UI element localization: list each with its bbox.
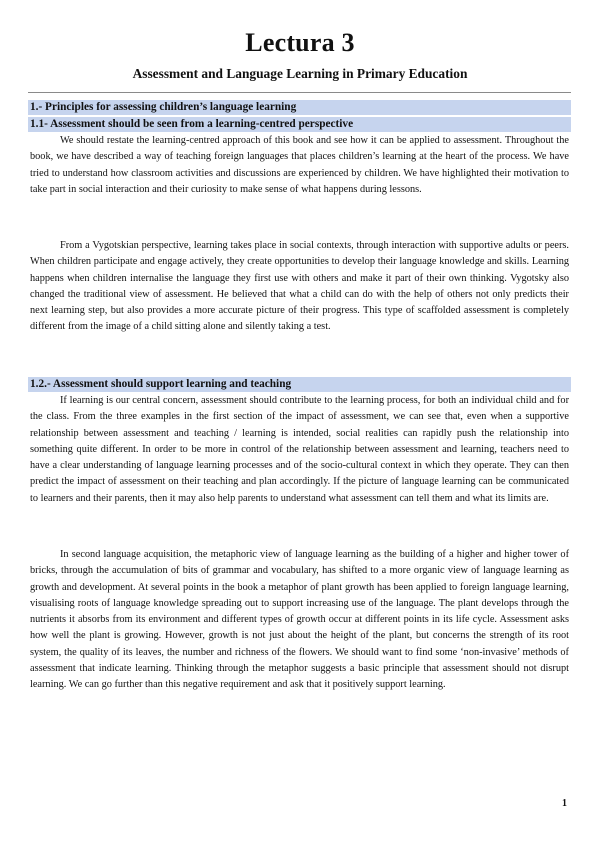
document-title: Lectura 3 [245, 28, 355, 57]
paragraph-1-1-a: We should restate the learning-centred approach of this book and see how it can be applied to assessment. Throughout the book, we have described a way of teaching foreign languages that places children’s learning at the heart of the process. We have tried to understand how classroom activities and discussions are experienced by children. We have highlighted their motivation to take part in social interaction and their curiosity to make sense of what happens during lessons. [30, 135, 569, 195]
page-number: 1 [562, 798, 567, 809]
section-heading-1: 1.- Principles for assessing children’s language learning [28, 100, 571, 115]
paragraph-1-2-a: If learning is our central concern, assessment should contribute to the learning process, for both an individual child and for the class. From the three examples in the first section of the impact of assessment, we can see that, even when a supportive relationship between assessment and teaching / learning is intended, social realities can rapidly push the relationship into something quite different. In order to be more in control of the relationship between assessment and learning, teachers need to have a clear understanding of language learning processes and of the socio-cultural context in which they operate. They can then predict the impact of assessment on their teaching and plan accordingly. If the picture of language learning can be communicated to learners and their parents, then it may also help parents to understand what assessment can tell them and what its limits are. [30, 395, 569, 504]
title-divider [28, 92, 571, 93]
paragraph-1-2-b: In second language acquisition, the metaphoric view of language learning as the building of a higher and higher tower of bricks, through the accumulation of bits of grammar and vocabulary, has shifted to a more organic view of language learning as growth and development. At several points in the book a metaphor of plant growth has been applied to foreign language learning, visualising roots of language knowledge spreading out to support increasing use of the language. The plant develops through the nutrients it absorbs from its environment and different types of growth occur at different points in its life cycle. Assessment asks how well the plant is growing. However, growth is not just about the height of the plant, but concerns the strength of its root system, the quality of its leaves, the number and richness of the flowers. We should want to find some ‘non-invasive’ methods of assessment that indicate learning. Thinking through the metaphor suggests a basic principle that assessment should not disrupt learning. We can go further than this negative requirement and ask that it positively support learning. [30, 549, 569, 691]
section-heading-1-2: 1.2.- Assessment should support learning and teaching [28, 377, 571, 392]
paragraph-1-1-b: From a Vygotskian perspective, learning takes place in social contexts, through interaction with supportive adults or peers. When children participate and engage actively, they create opportunities to develop their language knowledge and skills. Learning happens when children internalise the language they first use with others and make it part of their own thinking. Vygotsky also changed the traditional view of assessment. He believed that what a child can do with the help of others not only predicts their next learning step, but also provides a more accurate picture of their progress. This type of scaffolded assessment is completely different from the image of a child sitting alone and silently taking a test. [30, 240, 569, 333]
section-heading-1-1: 1.1- Assessment should be seen from a learning-centred perspective [28, 117, 571, 132]
document-subtitle: Assessment and Language Learning in Primary Education [132, 66, 468, 81]
